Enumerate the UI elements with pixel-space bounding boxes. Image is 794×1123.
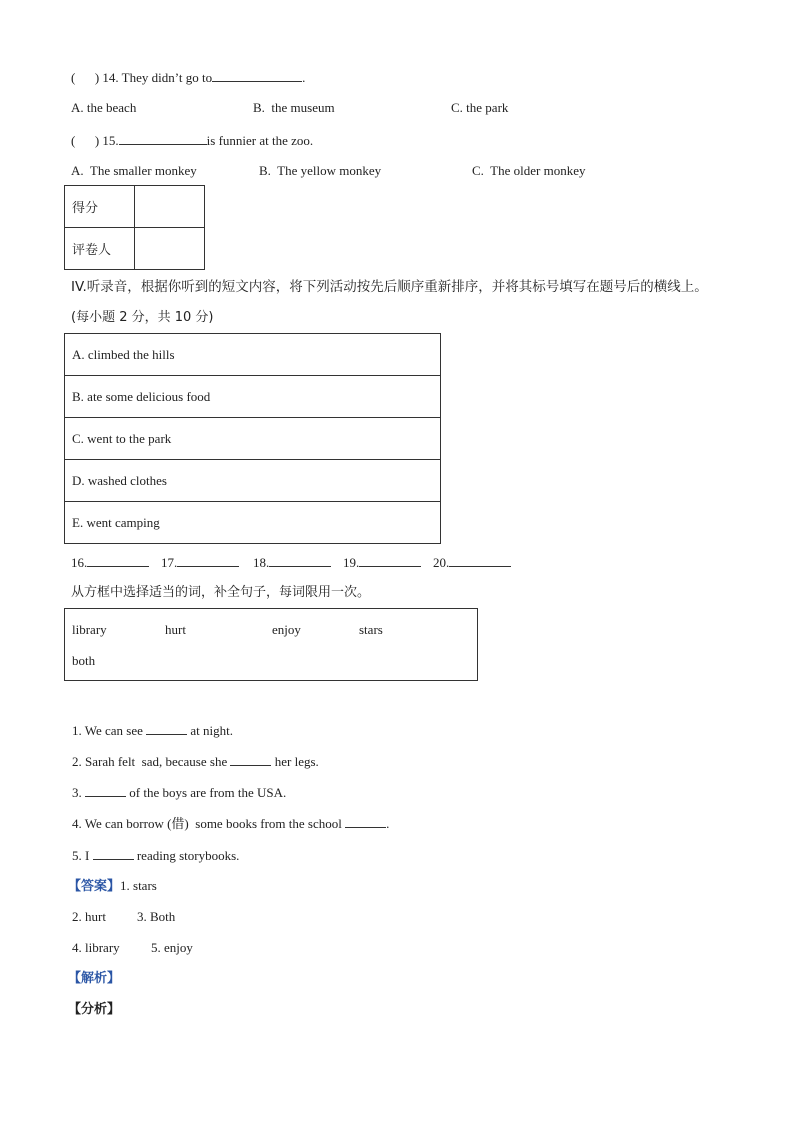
sentence-4 — [72, 815, 389, 832]
sentence-text: her legs. — [271, 754, 319, 769]
answer-blank[interactable] — [146, 722, 187, 735]
answer-2: 2. hurt — [72, 909, 106, 924]
grader-cell[interactable] — [135, 228, 205, 270]
answer-1: 1. stars — [120, 878, 157, 893]
sentence-text: 1. We can see — [72, 723, 147, 738]
order-blank-19 — [343, 554, 421, 571]
answer-4: 4. library — [72, 940, 120, 955]
word-enjoy: enjoy — [272, 622, 301, 637]
wordbank-instruction: 从方框中选择适当的词，补全句子，每词限用一次。 — [71, 585, 371, 600]
answer-blank[interactable] — [177, 554, 239, 567]
answer-3: 3. Both — [137, 909, 176, 924]
sentence-text: 2. Sarah felt sad, because she — [72, 754, 231, 769]
activity-row: A. climbed the hills — [65, 334, 441, 376]
option-b: B. The yellow monkey — [259, 163, 382, 178]
answer-blank[interactable] — [449, 554, 511, 567]
score-label: 得分 — [65, 186, 135, 228]
answer-blank[interactable] — [359, 554, 421, 567]
option-b: B. the museum — [253, 100, 335, 115]
answer-blank[interactable] — [85, 784, 126, 797]
sentence-text: reading storybooks. — [133, 848, 240, 863]
activity-row: C. went to the park — [65, 418, 441, 460]
blank-number: 17. — [161, 555, 178, 570]
sentence-text: . — [386, 816, 390, 831]
blank-number: 19. — [343, 555, 360, 570]
answer-line-1 — [68, 878, 157, 895]
blank-number: 16. — [71, 555, 88, 570]
analysis-label: 【解析】 — [68, 971, 121, 986]
answer-paren: ( ) — [71, 70, 100, 85]
option-a: A. The smaller monkey — [71, 163, 197, 178]
analysis-sub-label: 【分析】 — [68, 1002, 121, 1017]
question-15 — [71, 132, 313, 149]
period: . — [302, 70, 306, 85]
question-14 — [71, 69, 305, 86]
activity-row: D. washed clothes — [65, 460, 441, 502]
sentence-text: 5. I — [72, 848, 93, 863]
order-blank-16 — [71, 554, 149, 571]
option-c: C. The older monkey — [472, 163, 586, 178]
sentence-1 — [72, 722, 233, 739]
order-blank-20 — [433, 554, 511, 571]
answer-blank[interactable] — [93, 847, 134, 860]
activity-row: B. ate some delicious food — [65, 376, 441, 418]
answer-label: 【答案】 — [68, 879, 121, 894]
option-c: C. the park — [451, 100, 509, 115]
sentence-2 — [72, 753, 319, 770]
score-box — [64, 185, 205, 270]
answer-blank[interactable] — [119, 132, 207, 145]
answer-5: 5. enjoy — [151, 940, 193, 955]
sentence-3 — [72, 784, 286, 801]
order-blank-17 — [161, 554, 239, 571]
answer-blank[interactable] — [345, 815, 386, 828]
blank-number: 20. — [433, 555, 450, 570]
word-library: library — [72, 622, 107, 637]
word-bank-box — [64, 608, 478, 681]
answer-blank[interactable] — [87, 554, 149, 567]
sentence-text: at night. — [187, 723, 234, 738]
question-number: 15. — [102, 133, 119, 148]
sentence-text: 3. — [72, 785, 85, 800]
order-blank-18 — [253, 554, 331, 571]
word-both: both — [72, 653, 96, 668]
question-stem: 14. They didn’t go to — [102, 70, 213, 85]
question-stem: is funnier at the zoo. — [206, 133, 314, 148]
blank-number: 18. — [253, 555, 270, 570]
answer-blank[interactable] — [269, 554, 331, 567]
activity-table — [64, 333, 441, 544]
word-stars: stars — [359, 622, 383, 637]
option-a: A. the beach — [71, 100, 137, 115]
activity-row: E. went camping — [65, 502, 441, 544]
sentence-text: of the boys are from the USA. — [126, 785, 287, 800]
grader-label: 评卷人 — [65, 228, 135, 270]
word-hurt: hurt — [165, 622, 186, 637]
sentence-text: 4. We can borrow (借) some books from the school — [72, 816, 346, 831]
score-cell[interactable] — [135, 186, 205, 228]
answer-blank[interactable] — [212, 69, 302, 82]
answer-paren: ( ) — [71, 133, 100, 148]
answer-blank[interactable] — [230, 753, 271, 766]
section-title: IV.听录音，根据你听到的短文内容，将下列活动按先后顺序重新排序，并将其标号填写在题号后的横线上。 — [71, 279, 708, 295]
sentence-5 — [72, 847, 239, 864]
section-points: (每小题 2 分，共 10 分) — [71, 310, 214, 325]
